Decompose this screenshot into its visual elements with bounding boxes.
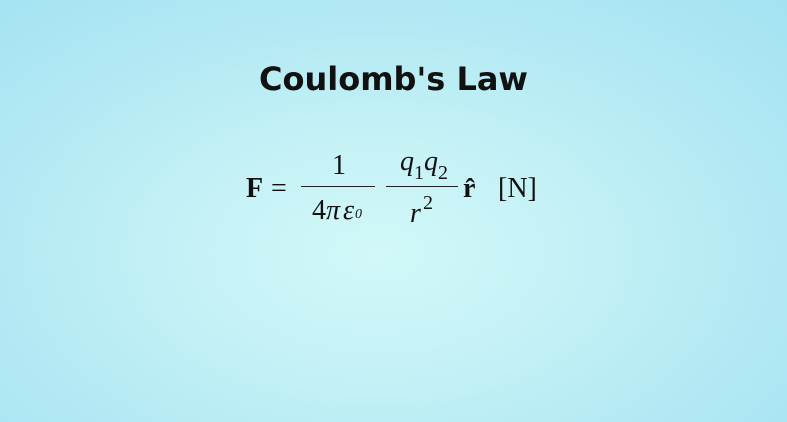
fraction-1-denominator-four: 4 — [312, 195, 326, 226]
distance-r: r — [410, 198, 421, 229]
unit-vector-r-hat: r̂ — [463, 173, 476, 204]
equals-sign: = — [271, 173, 287, 204]
distance-exponent: 2 — [423, 192, 433, 214]
charge-subscript-1: 1 — [414, 162, 424, 184]
fraction-2-bar — [386, 186, 458, 187]
force-symbol: F — [246, 173, 264, 204]
fraction-1-numerator: 1 — [332, 150, 346, 181]
charge-q-1: q — [400, 146, 414, 177]
charge-subscript-2: 2 — [438, 162, 448, 184]
charge-q-2: q — [424, 146, 438, 177]
page-title: Coulomb's Law — [259, 60, 528, 98]
fraction-1-bar — [301, 186, 375, 187]
epsilon-subscript: 0 — [355, 207, 362, 222]
pi-symbol: π — [326, 195, 341, 226]
epsilon-symbol: ε — [343, 195, 355, 226]
units-newton: [N] — [498, 173, 537, 204]
